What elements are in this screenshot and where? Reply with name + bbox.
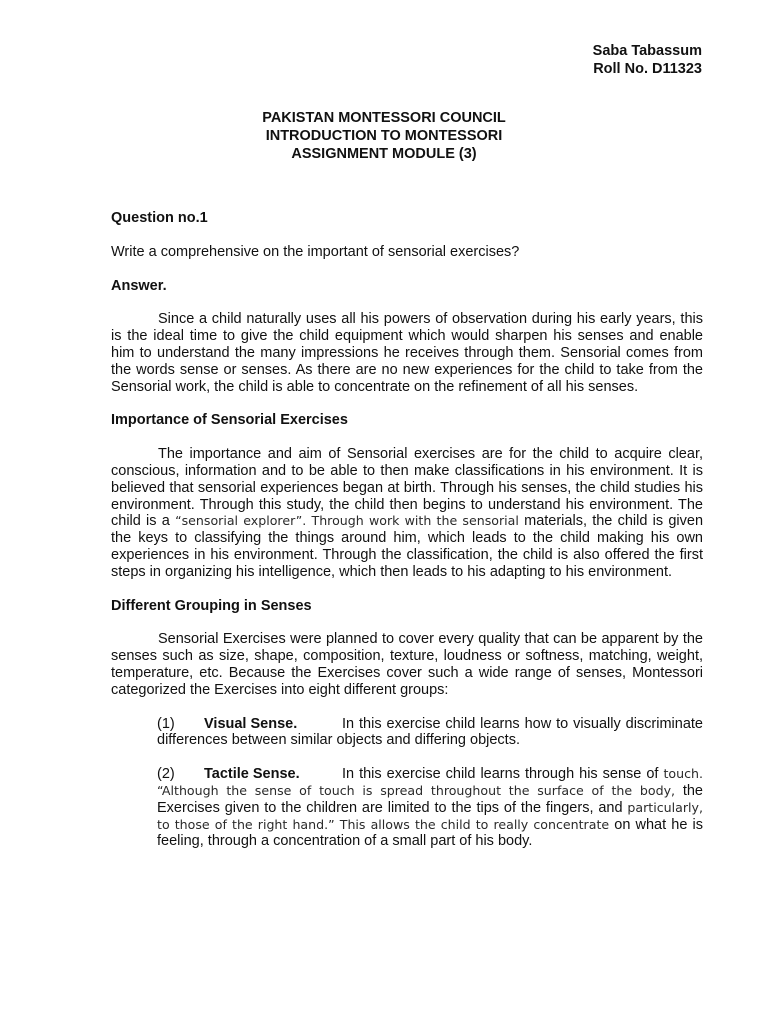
importance-paragraph xyxy=(111,446,703,580)
author-name: Saba Tabassum xyxy=(592,43,702,59)
list-text: In this exercise child learns how to visually discriminate differences between similar objects and differing objects. xyxy=(157,715,703,749)
list-label: Tactile Sense. xyxy=(204,766,300,783)
author-block xyxy=(593,42,702,78)
importance-quote: “sensorial explorer”. Through work with the sensorial xyxy=(175,513,519,529)
document-body xyxy=(111,210,703,850)
title-council: PAKISTAN MONTESSORI COUNCIL xyxy=(262,110,506,126)
importance-heading: Importance of Sensorial Exercises xyxy=(111,412,348,429)
roll-number: Roll No. D11323 xyxy=(593,61,702,77)
importance-text-1: The importance and aim of Sensorial exercises are for the child to acquire clear, conscious, information and to be able to then make classifications in his environment. It is believed that sensorial experiences began at birth. Through his senses, the child studies his environment. Through this study, the child then begins to understand his environment. The child is a xyxy=(111,446,703,530)
importance-text-2: materials, the child is given the keys to classifying the things around him, which leads to the child making his own experiences in his environment. Through the classification, the child is also offered the first steps in organizing his intelligence, which then leads to his adapting to his environment. xyxy=(111,513,704,580)
list-label: Visual Sense. xyxy=(204,715,298,732)
list-text: In this exercise child learns through his sense of xyxy=(342,766,664,783)
list-text-2: the Exercises given to the children are limited to the tips of the fingers, and xyxy=(157,782,704,816)
list-number: (1) xyxy=(157,715,175,732)
question-heading: Question no.1 xyxy=(111,210,208,226)
title-course: INTRODUCTION TO MONTESSORI xyxy=(265,128,503,144)
list-item-tactile xyxy=(157,766,703,850)
list-quote-1: touch. “Although the sense of touch is spread throughout the surface of the body, xyxy=(157,766,703,798)
list-text-3: on what he is feeling, through a concentration of a small part of his body. xyxy=(157,816,703,850)
question-text: Write a comprehensive on the important of sensorial exercises? xyxy=(111,243,520,260)
answer-paragraph: Since a child naturally uses all his powers of observation during his early years, this is the ideal time to give the child equipment which would sharpen his senses and enable him to understand the many impressions he receives through them. Sensorial comes from the words sense or senses. As there are no new experiences for the child to take from the Sensorial work, the child is able to concentrate on the refinement of all his senses. xyxy=(111,311,703,395)
list-item-visual xyxy=(157,716,703,750)
grouping-paragraph: Sensorial Exercises were planned to cover every quality that can be apparent by the senses such as size, shape, composition, texture, loudness or softness, matching, weight, temperature, etc. Because the Exercises cover such a wide range of senses, Montessori categorized the Exercises into eight different groups: xyxy=(111,631,703,698)
title-block xyxy=(0,109,768,163)
list-number: (2) xyxy=(157,766,175,783)
title-module: ASSIGNMENT MODULE (3) xyxy=(291,146,477,162)
list-quote-2: particularly, to those of the right hand.” This allows the child to really concentrate xyxy=(157,799,703,832)
grouping-heading: Different Grouping in Senses xyxy=(111,597,312,614)
answer-heading: Answer. xyxy=(111,277,167,294)
